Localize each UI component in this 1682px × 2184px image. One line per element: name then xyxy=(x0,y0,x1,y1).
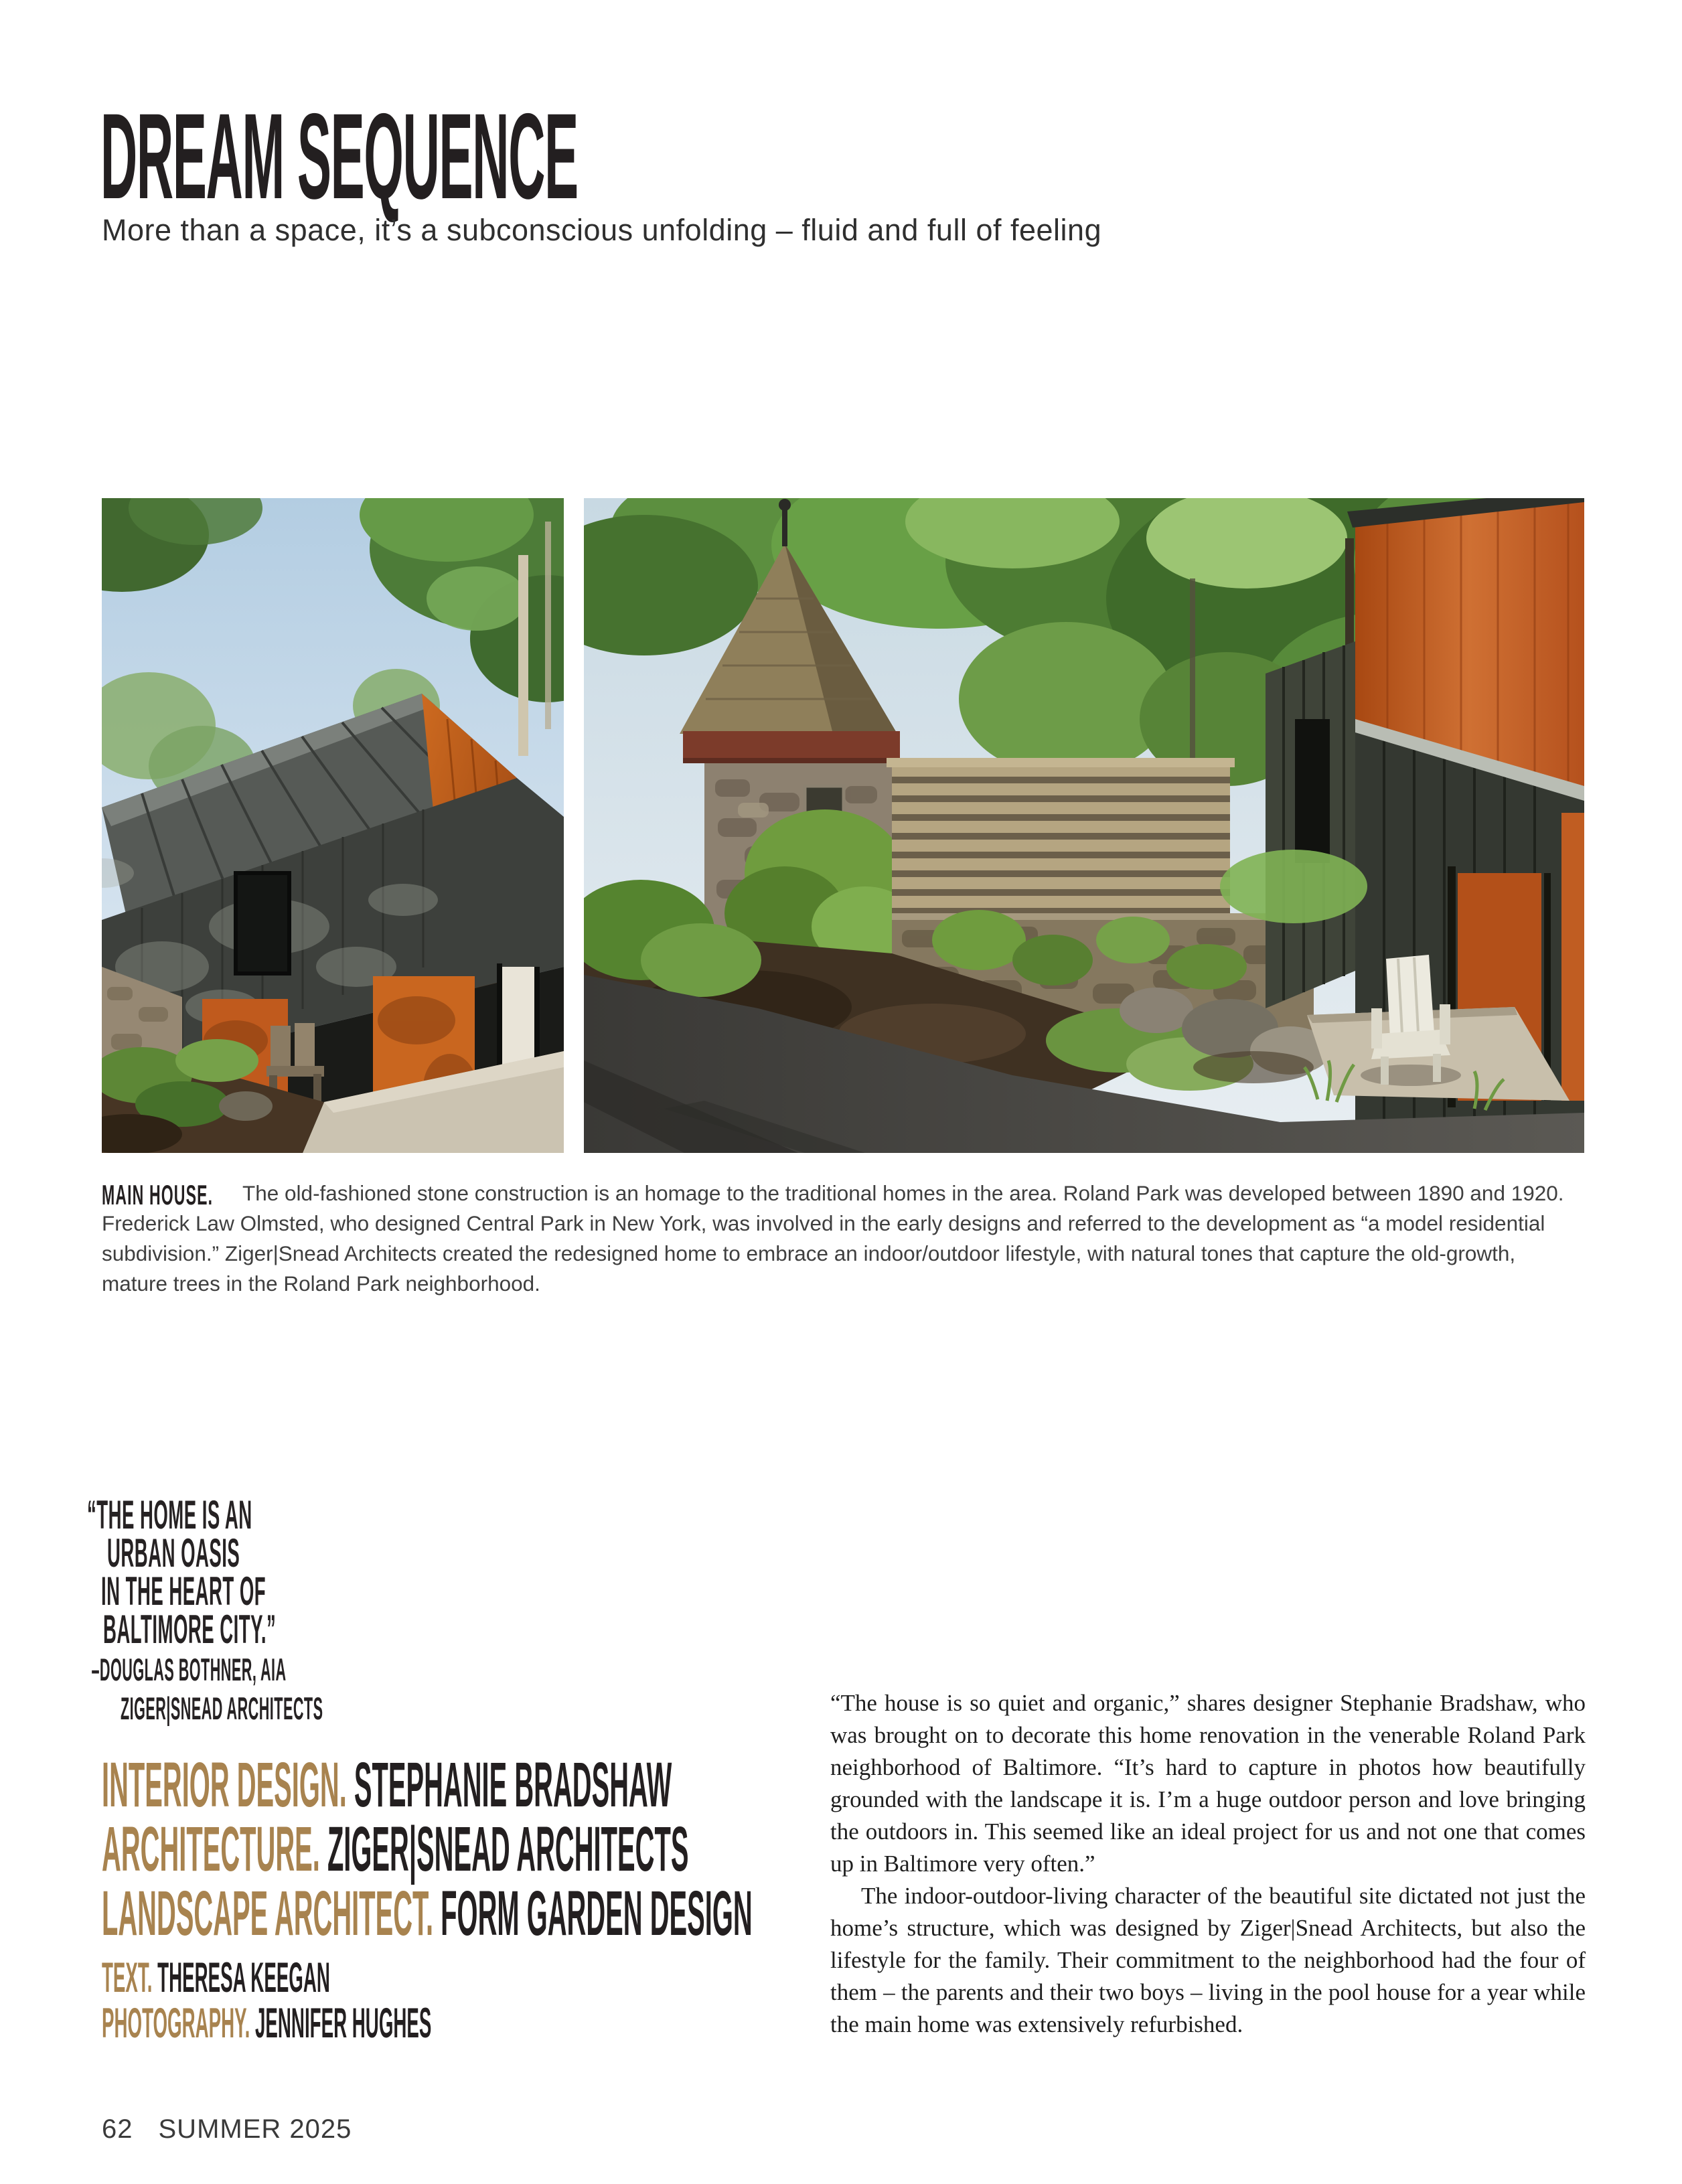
credit-value: STEPHANIE BRADSHAW xyxy=(354,1749,672,1820)
pull-quote-line: IN THE HEART OF xyxy=(101,1569,266,1614)
byline-photography xyxy=(102,1999,851,2045)
courtyard-illustration xyxy=(584,498,1584,1153)
photo-courtyard xyxy=(584,498,1584,1153)
issue-name: SUMMER 2025 xyxy=(158,2114,352,2144)
credit-value: FORM GARDEN DESIGN xyxy=(441,1878,753,1949)
body-paragraph-2: The indoor-outdoor-living character of the beautiful site dictated not just the home’s structure, which was designed by Ziger|Snead Architects, but also the lifestyle for the family. Their commitment to the neighborhood had the four of them – the parents and their two boys – living in the pool house for a year while the main home was extensively refurbished. xyxy=(830,1883,1586,2037)
byline-value: THERESA KEEGAN xyxy=(157,1954,330,2001)
photo-caption xyxy=(102,1178,1586,1299)
caption-label: MAIN HOUSE. xyxy=(102,1179,214,1211)
credit-label: LANDSCAPE ARCHITECT. xyxy=(102,1878,434,1949)
main-house-illustration xyxy=(102,498,564,1153)
page-subtitle: More than a space, it’s a subconscious unfolding – fluid and full of feeling xyxy=(102,213,1102,247)
pull-quote-line: URBAN OASIS xyxy=(107,1531,240,1575)
credit-label: INTERIOR DESIGN. xyxy=(102,1749,347,1820)
page-title-text: DREAM SEQUENCE xyxy=(100,88,578,224)
page-title xyxy=(100,88,1237,224)
credit-label: ARCHITECTURE. xyxy=(102,1814,320,1885)
byline-text xyxy=(102,1954,851,1999)
pull-quote xyxy=(87,1492,561,1729)
pull-quote-attribution: –DOUGLAS BOTHNER, AIA xyxy=(91,1652,287,1687)
byline-label: TEXT. xyxy=(102,1954,153,2001)
byline-block xyxy=(102,1954,851,2045)
credit-value: ZIGER|SNEAD ARCHITECTS xyxy=(327,1814,689,1885)
pull-quote-line: “THE HOME IS AN xyxy=(87,1492,252,1537)
photo-main-house xyxy=(102,498,564,1153)
byline-label: PHOTOGRAPHY. xyxy=(102,2000,250,2047)
page-number: 62 xyxy=(102,2114,133,2144)
pull-quote-attribution-firm: ZIGER|SNEAD ARCHITECTS xyxy=(121,1691,323,1726)
pull-quote-line: BALTIMORE CITY.” xyxy=(103,1607,277,1652)
page-folio xyxy=(102,2114,352,2144)
body-paragraph-1: “The house is so quiet and organic,” shares designer Stephanie Bradshaw, who was brought on to decorate this home renovation in the venerable Roland Park neighborhood of Baltimore. “It’s hard to capture in photos how beautifully grounded with the landscape it is. I’m a huge outdoor person and love bringing the outdoors in. This seemed like an ideal project for us and not one that comes up in Baltimore very often.” xyxy=(830,1690,1586,1877)
caption-text: The old-fashioned stone construction is an homage to the traditional homes in the area. Roland Park was developed between 1890 and 1920. Frederick Law Olmsted, who designed Central Park in New York, was involved in the early designs and referred to the development as “a model residential subdivision.” Ziger|Snead Architects created the redesigned home to embrace an indoor/outdoor lifestyle, with natural tones that capture the old-growth, mature trees in the Roland Park neighborhood. xyxy=(102,1181,1564,1296)
byline-value: JENNIFER HUGHES xyxy=(254,2000,432,2047)
article-body xyxy=(830,1687,1586,2041)
